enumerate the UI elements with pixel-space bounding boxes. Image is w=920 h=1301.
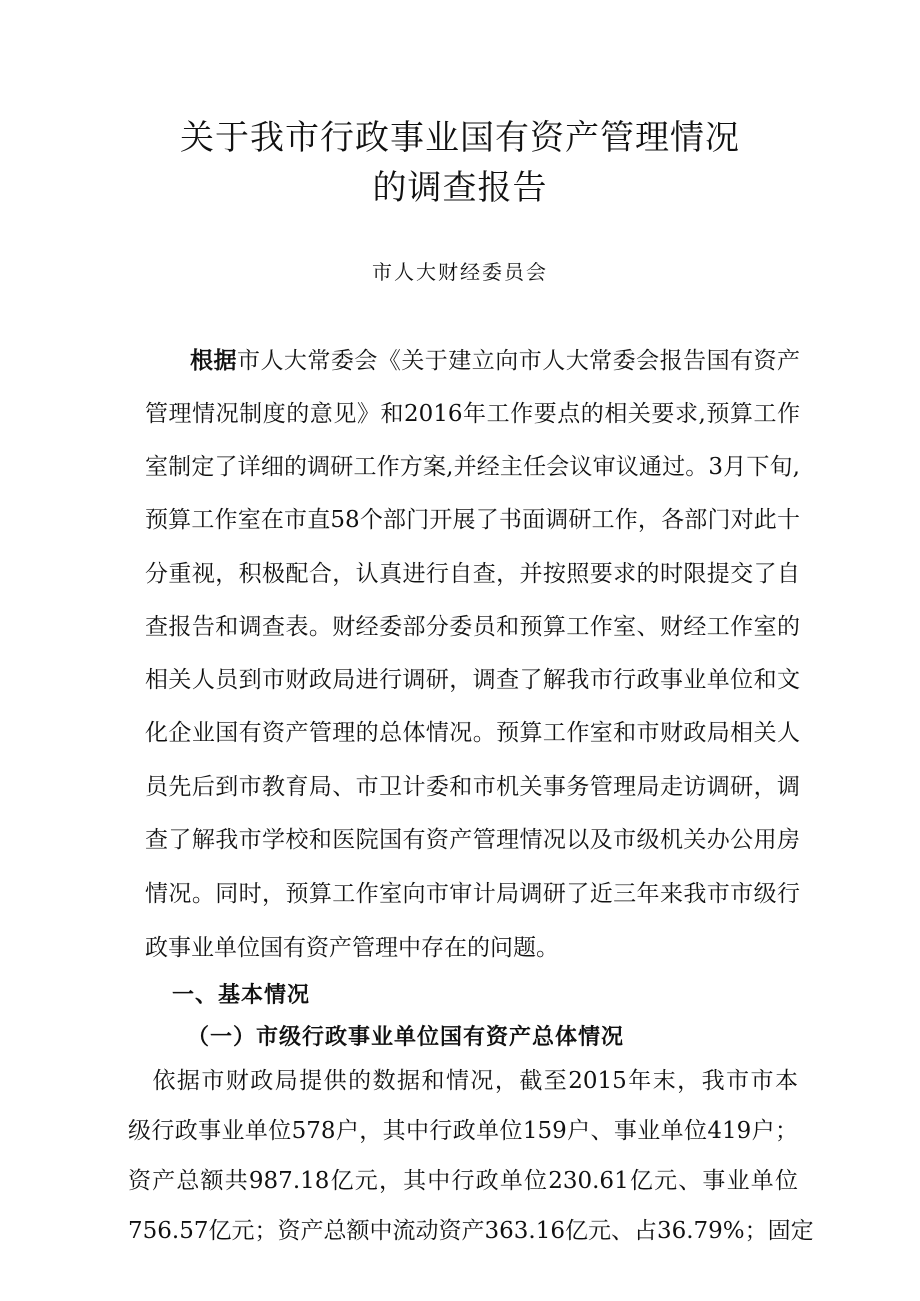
paragraph-line: 政事业单位国有资产管理中存在的问题。 xyxy=(145,935,559,961)
section-heading: 一、基本情况 xyxy=(172,982,311,1008)
paragraph-line: 室制定了详细的调研工作方案,并经主任会议审议通过。3月下旬, xyxy=(145,454,800,480)
paragraph-line: 预算工作室在市直58个部门开展了书面调研工作，各部门对此十 xyxy=(145,507,800,533)
paragraph-line: 相关人员到市财政局进行调研，调查了解我市行政事业单位和文 xyxy=(145,667,800,693)
paragraph-line: 管理情况制度的意见》和2016年工作要点的相关要求,预算工作 xyxy=(145,401,800,427)
paragraph-line: 情况。同时，预算工作室向市审计局调研了近三年来我市市级行 xyxy=(145,881,800,907)
document-author: 市人大财经委员会 xyxy=(372,260,548,284)
paragraph-line: 化企业国有资产管理的总体情况。预算工作室和市财政局相关人 xyxy=(145,720,800,746)
lead-word: 根据 xyxy=(190,347,237,374)
paragraph-line: 资产总额共987.18亿元，其中行政单位230.61亿元、事业单位 xyxy=(128,1168,798,1194)
paragraph-line: 依据市财政局提供的数据和情况，截至2015年末，我市市本 xyxy=(128,1068,798,1094)
paragraph-line: 查报告和调查表。财经委部分委员和预算工作室、财经工作室的 xyxy=(145,614,800,640)
paragraph-line: 756.57亿元；资产总额中流动资产363.16亿元、占36.79%；固定 xyxy=(128,1218,814,1244)
paragraph-line: 员先后到市教育局、市卫计委和市机关事务管理局走访调研，调 xyxy=(145,774,800,800)
paragraph-line: 根据市人大常委会《关于建立向市人大常委会报告国有资产 xyxy=(190,347,801,374)
document-title-line-1: 关于我市行政事业国有资产管理情况 xyxy=(180,118,740,158)
subsection-heading: （一）市级行政事业单位国有资产总体情况 xyxy=(187,1024,625,1050)
document-title-line-2: 的调查报告 xyxy=(372,168,548,208)
paragraph-line: 查了解我市学校和医院国有资产管理情况以及市级机关办公用房 xyxy=(145,827,800,853)
paragraph-line: 分重视，积极配合，认真进行自查，并按照要求的时限提交了自 xyxy=(145,561,800,587)
paragraph-line: 级行政事业单位578户，其中行政单位159户、事业单位419户； xyxy=(128,1118,798,1144)
